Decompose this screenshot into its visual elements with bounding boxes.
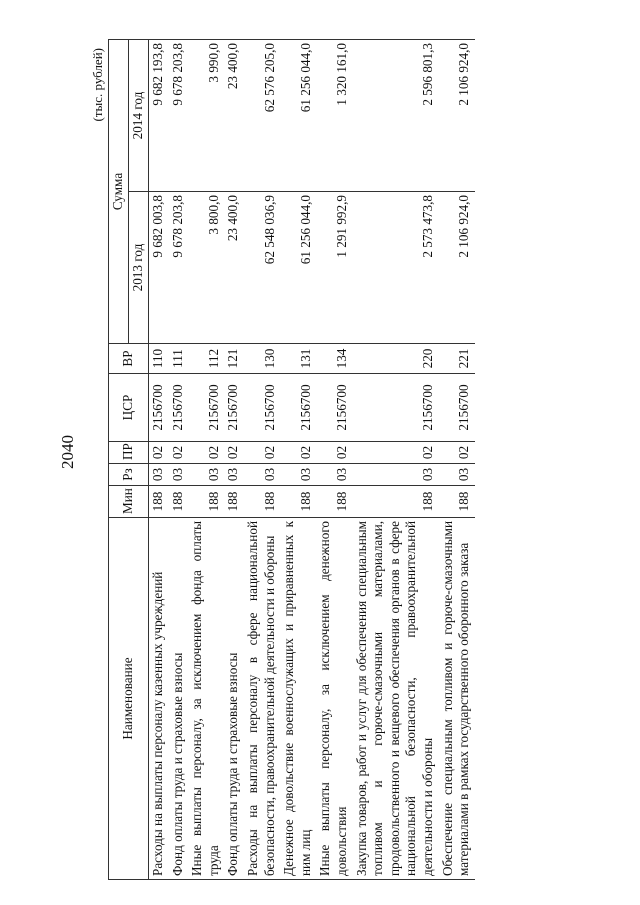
row-name: Иные выплаты персоналу, за исключением фонда оплаты труда <box>188 518 224 880</box>
row-min: 188 <box>353 486 439 518</box>
row-rz: 03 <box>316 464 352 486</box>
row-name: Расходы на выплаты персоналу казенных учреждений <box>149 518 169 880</box>
row-min: 188 <box>169 486 189 518</box>
row-pr: 02 <box>224 442 244 464</box>
row-vr: 121 <box>224 344 244 374</box>
row-sum-2013: 61 256 044,0 <box>280 192 316 344</box>
row-sum-2013: 62 548 036,9 <box>244 192 280 344</box>
row-csr: 2156700 <box>188 374 224 442</box>
table-row <box>280 40 316 880</box>
row-csr: 2156700 <box>169 374 189 442</box>
header-rz: Рз <box>109 464 149 486</box>
row-vr: 131 <box>280 344 316 374</box>
row-name: Фонд оплаты труда и страховые взносы <box>224 518 244 880</box>
row-sum-2014: 9 678 203,8 <box>169 40 189 192</box>
row-sum-2013: 9 678 203,8 <box>169 192 189 344</box>
row-rz: 03 <box>244 464 280 486</box>
header-year-2014: 2014 год <box>129 40 149 192</box>
row-vr: 130 <box>244 344 280 374</box>
budget-table-page <box>90 40 475 880</box>
table-row <box>244 40 280 880</box>
row-sum-2014: 2 106 924,0 <box>439 40 475 192</box>
row-csr: 2156700 <box>280 374 316 442</box>
row-sum-2014: 2 596 801,3 <box>353 40 439 192</box>
row-vr: 110 <box>149 344 169 374</box>
row-csr: 2156700 <box>224 374 244 442</box>
row-rz: 03 <box>149 464 169 486</box>
row-rz: 03 <box>280 464 316 486</box>
row-name: Фонд оплаты труда и страховые взносы <box>169 518 189 880</box>
table-row <box>149 40 169 880</box>
table-row <box>224 40 244 880</box>
row-sum-2013: 2 573 473,8 <box>353 192 439 344</box>
row-vr: 221 <box>439 344 475 374</box>
header-year-2013: 2013 год <box>129 192 149 344</box>
row-rz: 03 <box>353 464 439 486</box>
units-note: (тыс. рублей) <box>90 48 105 122</box>
row-name: Обеспечение специальным топливом и горюче-смазочными материалами в рамках государственного оборонного заказа <box>439 518 475 880</box>
page-number: 2040 <box>58 435 77 469</box>
row-min: 188 <box>149 486 169 518</box>
row-pr: 02 <box>169 442 189 464</box>
row-vr: 112 <box>188 344 224 374</box>
row-min: 188 <box>244 486 280 518</box>
table-row <box>188 40 224 880</box>
row-sum-2014: 9 682 193,8 <box>149 40 169 192</box>
row-vr: 134 <box>316 344 352 374</box>
header-name: Наименование <box>109 518 149 880</box>
table-body <box>149 40 475 880</box>
row-pr: 02 <box>353 442 439 464</box>
row-vr: 111 <box>169 344 189 374</box>
header-sum: Сумма <box>109 40 129 344</box>
row-pr: 02 <box>280 442 316 464</box>
budget-table <box>108 39 475 880</box>
row-min: 188 <box>316 486 352 518</box>
row-sum-2013: 9 682 003,8 <box>149 192 169 344</box>
row-pr: 02 <box>149 442 169 464</box>
row-pr: 02 <box>316 442 352 464</box>
header-csr: ЦСР <box>109 374 149 442</box>
table-header <box>109 40 149 880</box>
row-rz: 03 <box>224 464 244 486</box>
row-csr: 2156700 <box>439 374 475 442</box>
row-sum-2013: 23 400,0 <box>224 192 244 344</box>
row-min: 188 <box>188 486 224 518</box>
row-pr: 02 <box>188 442 224 464</box>
row-name: Иные выплаты персоналу, за исключением денежного довольствия <box>316 518 352 880</box>
row-pr: 02 <box>244 442 280 464</box>
row-csr: 2156700 <box>149 374 169 442</box>
row-sum-2014: 61 256 044,0 <box>280 40 316 192</box>
row-min: 188 <box>224 486 244 518</box>
row-min: 188 <box>439 486 475 518</box>
header-min: Мин <box>109 486 149 518</box>
row-sum-2013: 3 800,0 <box>188 192 224 344</box>
row-csr: 2156700 <box>244 374 280 442</box>
row-rz: 03 <box>188 464 224 486</box>
row-name: Расходы на выплаты персоналу в сфере национальной безопасности, правоохранительной деятельности и обороны <box>244 518 280 880</box>
row-sum-2013: 2 106 924,0 <box>439 192 475 344</box>
row-rz: 03 <box>169 464 189 486</box>
table-row <box>169 40 189 880</box>
row-sum-2013: 1 291 992,9 <box>316 192 352 344</box>
row-pr: 02 <box>439 442 475 464</box>
row-csr: 2156700 <box>353 374 439 442</box>
row-sum-2014: 23 400,0 <box>224 40 244 192</box>
header-pr: ПР <box>109 442 149 464</box>
table-row <box>439 40 475 880</box>
row-sum-2014: 62 576 205,0 <box>244 40 280 192</box>
row-sum-2014: 1 320 161,0 <box>316 40 352 192</box>
row-rz: 03 <box>439 464 475 486</box>
table-row <box>353 40 439 880</box>
row-name: Закупка товаров, работ и услуг для обеспечения специальным топливом и горюче-смазочными материалами, продовольственного и вещевого обеспечения органов в сфере национальной безопасности, правоохранительной деятельности и обороны <box>353 518 439 880</box>
row-vr: 220 <box>353 344 439 374</box>
row-min: 188 <box>280 486 316 518</box>
header-vr: ВР <box>109 344 149 374</box>
table-row <box>316 40 352 880</box>
row-sum-2014: 3 990,0 <box>188 40 224 192</box>
row-name: Денежное довольствие военнослужащих и приравненных к ним лиц <box>280 518 316 880</box>
row-csr: 2156700 <box>316 374 352 442</box>
